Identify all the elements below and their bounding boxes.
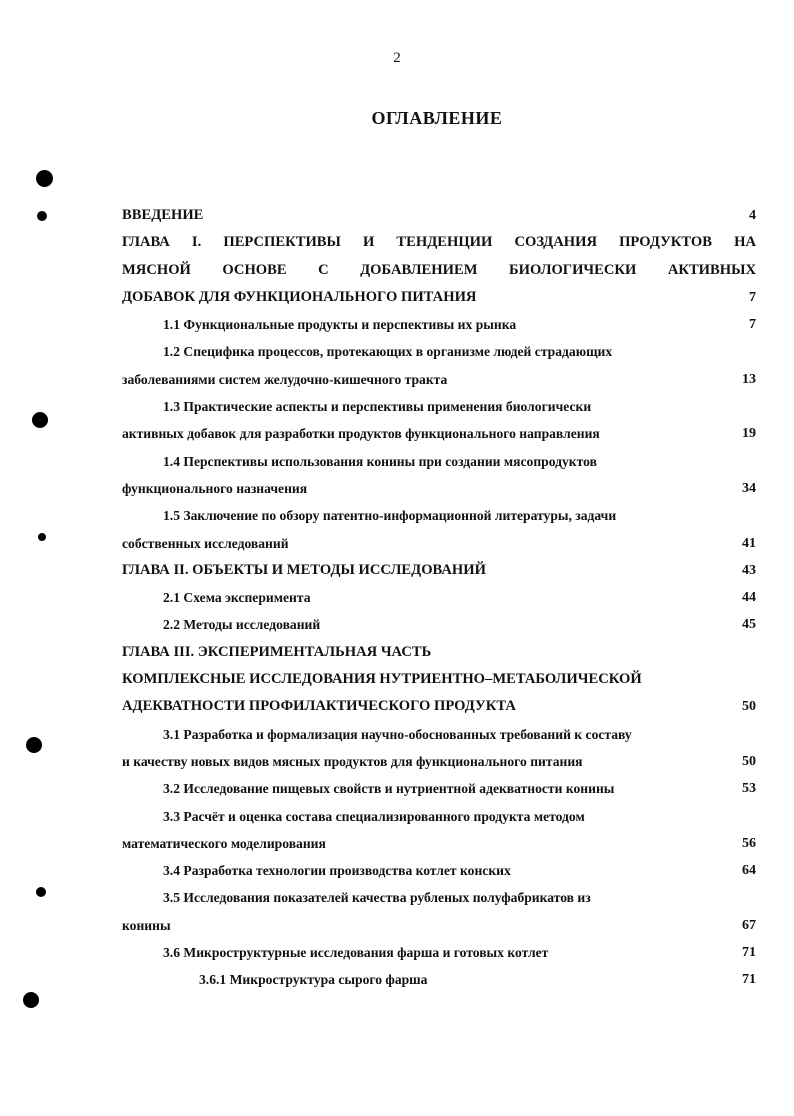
toc-entry-text: и качеству новых видов мясных продуктов для функционального питания [122, 753, 583, 769]
toc-entry-text: 1.3 Практические аспекты и перспективы применения биологически [163, 399, 592, 415]
toc-entry-text: 1.4 Перспективы использования конины при создании мясопродуктов [163, 453, 597, 469]
toc-entry [122, 448, 756, 475]
punch-hole-mark [38, 533, 46, 541]
toc-entry-text: МЯСНОЙ ОСНОВЕ С ДОБАВЛЕНИЕМ БИОЛОГИЧЕСКИ АКТИВНЫХ [122, 261, 756, 278]
toc-entry-text: 1.1 Функциональные продукты и перспективы их рынка [163, 317, 517, 333]
toc-entry-text: конины [122, 917, 171, 933]
toc-entry-page: 19 [742, 426, 756, 442]
toc-entry-page: 50 [742, 753, 756, 769]
toc-entry-page: 41 [742, 535, 756, 551]
toc-entry-page: 50 [742, 699, 756, 715]
toc-entry [122, 748, 756, 775]
page-number: 2 [393, 50, 401, 66]
toc-entry [122, 311, 756, 338]
toc-entry [122, 611, 756, 638]
table-of-contents [122, 202, 756, 994]
punch-hole-mark [23, 992, 39, 1008]
toc-entry-text: 1.5 Заключение по обзору патентно-информационной литературы, задачи [163, 508, 617, 524]
punch-hole-mark [26, 737, 42, 753]
toc-entry [122, 530, 756, 557]
toc-entry [122, 202, 756, 229]
toc-entry-page: 71 [742, 945, 756, 961]
toc-entry [122, 584, 756, 611]
toc-entry-page: 45 [742, 617, 756, 633]
toc-entry [122, 912, 756, 939]
toc-entry [122, 502, 756, 529]
toc-entry [122, 721, 756, 748]
punch-hole-mark [36, 170, 53, 187]
toc-entry-text: ГЛАВА II. ОБЪЕКТЫ И МЕТОДЫ ИССЛЕДОВАНИЙ [122, 561, 486, 578]
toc-entry [122, 693, 756, 720]
toc-entry [122, 639, 756, 666]
toc-entry [122, 857, 756, 884]
toc-entry-text: математического моделирования [122, 835, 326, 851]
toc-entry [122, 803, 756, 830]
toc-entry-page: 44 [742, 590, 756, 606]
toc-entry [122, 366, 756, 393]
punch-hole-mark [32, 412, 48, 428]
toc-entry-text: ГЛАВА I. ПЕРСПЕКТИВЫ И ТЕНДЕНЦИИ СОЗДАНИЯ ПРОДУКТОВ НА [122, 234, 756, 251]
toc-entry-text: собственных исследований [122, 535, 289, 551]
toc-entry [122, 393, 756, 420]
toc-entry-text: ДОБАВОК ДЛЯ ФУНКЦИОНАЛЬНОГО ПИТАНИЯ [122, 288, 477, 305]
toc-entry-text: ВВЕДЕНИЕ [122, 207, 204, 223]
punch-hole-mark [37, 211, 47, 221]
toc-entry-text: функционального назначения [122, 480, 308, 496]
toc-entry [122, 939, 756, 966]
toc-entry-text: 2.1 Схема эксперимента [163, 590, 311, 606]
toc-entry-page: 7 [749, 289, 756, 305]
toc-entry-page: 4 [749, 208, 756, 223]
toc-entry-page: 53 [742, 781, 756, 797]
toc-entry-text: 3.3 Расчёт и оценка состава специализированного продукта методом [163, 808, 585, 824]
toc-entry [122, 557, 756, 584]
punch-hole-mark [36, 887, 46, 897]
toc-entry-page: 43 [742, 562, 756, 578]
toc-entry [122, 229, 756, 256]
toc-entry-text: заболеваниями систем желудочно-кишечного тракта [122, 371, 448, 387]
toc-entry-text: 2.2 Методы исследований [163, 617, 321, 633]
toc-entry [122, 338, 756, 365]
toc-entry-page: 34 [742, 480, 756, 496]
toc-entry-text: 3.6.1 Микроструктура сырого фарша [199, 972, 428, 988]
toc-entry-text: 3.4 Разработка технологии производства котлет конских [163, 863, 511, 879]
toc-entry-page: 67 [742, 917, 756, 933]
toc-entry-page: 13 [742, 371, 756, 387]
toc-entry-text: 1.2 Специфика процессов, протекающих в организме людей страдающих [163, 344, 613, 360]
toc-title: ОГЛАВЛЕНИЕ [371, 108, 503, 128]
toc-entry-page: 56 [742, 835, 756, 851]
toc-entry-text: 3.6 Микроструктурные исследования фарша и готовых котлет [163, 945, 549, 961]
toc-entry [122, 420, 756, 447]
toc-entry [122, 830, 756, 857]
toc-entry-text: 3.5 Исследования показателей качества рубленых полуфабрикатов из [163, 890, 591, 906]
toc-entry [122, 666, 756, 693]
toc-entry [122, 284, 756, 311]
toc-entry-text: 3.1 Разработка и формализация научно-обоснованных требований к составу [163, 726, 632, 742]
toc-entry-text: ГЛАВА III. ЭКСПЕРИМЕНТАЛЬНАЯ ЧАСТЬ [122, 643, 432, 660]
toc-entry-page: 64 [742, 863, 756, 879]
toc-entry-text: 3.2 Исследование пищевых свойств и нутриентной адекватности конины [163, 781, 615, 797]
toc-entry-text: активных добавок для разработки продуктов функционального направления [122, 426, 600, 442]
toc-entry [122, 884, 756, 911]
toc-entry-text: КОМПЛЕКСНЫЕ ИССЛЕДОВАНИЯ НУТРИЕНТНО–МЕТАБОЛИЧЕСКОЙ [122, 671, 642, 688]
toc-entry [122, 257, 756, 284]
toc-entry-page: 71 [742, 972, 756, 988]
toc-entry [122, 775, 756, 802]
toc-entry-text: АДЕКВАТНОСТИ ПРОФИЛАКТИЧЕСКОГО ПРОДУКТА [122, 698, 516, 715]
toc-entry-page: 7 [749, 317, 756, 333]
toc-entry [122, 966, 756, 993]
toc-entry [122, 475, 756, 502]
